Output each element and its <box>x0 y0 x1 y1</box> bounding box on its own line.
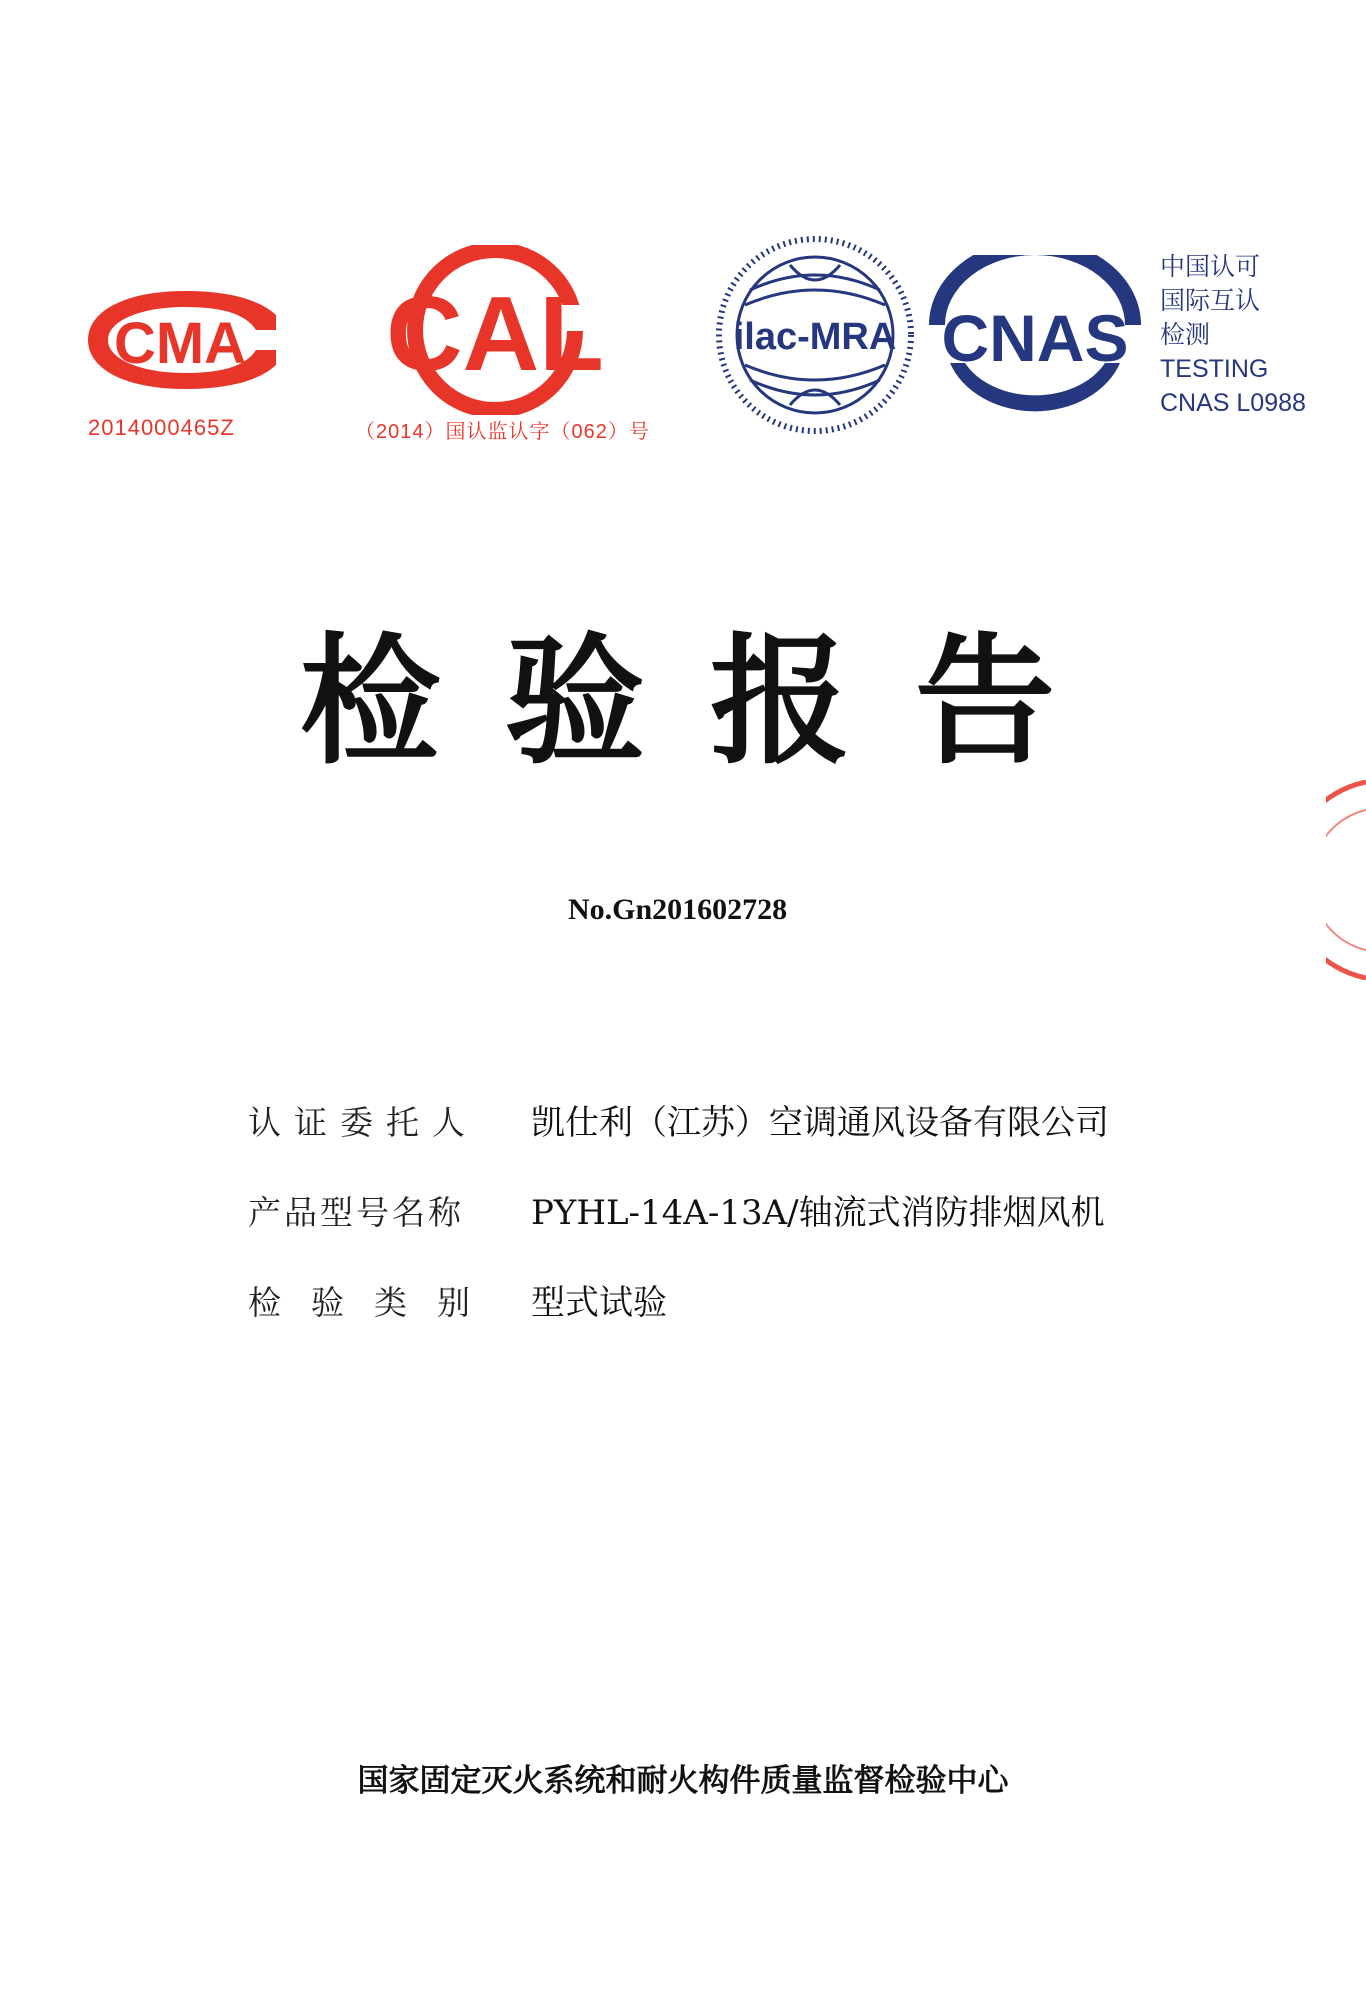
field-row-test-type <box>248 1275 667 1324</box>
svg-text:CNAS: CNAS <box>941 301 1129 375</box>
field-value-test-type: 型式试验 <box>531 1283 667 1323</box>
field-row-client <box>248 1095 1109 1144</box>
cnas-mark-icon <box>925 255 1145 425</box>
cnas-caption <box>1160 250 1306 420</box>
cnas-line-2: 国际互认 <box>1160 287 1261 315</box>
field-label-client: 认证委托人 <box>248 1103 478 1142</box>
ilac-globe-icon <box>715 235 915 435</box>
cal-logo <box>355 245 650 445</box>
cma-logo <box>80 285 290 445</box>
cal-code: （2014）国认监认字（062）号 <box>355 421 650 443</box>
cma-code: 2014000465Z <box>88 415 235 440</box>
document-title: 检验报告 <box>300 621 1121 784</box>
svg-text:ilac-MRA: ilac-MRA <box>733 316 897 358</box>
seal-stamp-icon <box>1326 780 1366 980</box>
svg-text:CAL: CAL <box>386 275 604 393</box>
cnas-line-4: TESTING <box>1160 355 1269 383</box>
cnas-line-3: 检测 <box>1160 321 1211 349</box>
issuing-organization: 国家固定灭火系统和耐火构件质量监督检验中心 <box>357 1763 1009 1799</box>
cal-mark-icon <box>355 245 635 415</box>
cnas-logo <box>925 255 1145 425</box>
field-row-product <box>248 1185 1105 1234</box>
cnas-line-5: CNAS L0988 <box>1160 389 1306 417</box>
ilac-mra-logo <box>715 235 915 435</box>
report-number: No.Gn201602728 <box>568 893 788 926</box>
field-label-test-type: 检验类别 <box>248 1283 500 1322</box>
field-value-product: PYHL-14A-13A/轴流式消防排烟风机 <box>531 1193 1105 1233</box>
cnas-line-1: 中国认可 <box>1160 253 1261 281</box>
field-label-product: 产品型号名称 <box>248 1193 464 1232</box>
field-value-client: 凯仕利（江苏）空调通风设备有限公司 <box>531 1103 1109 1143</box>
svg-text:CMA: CMA <box>113 311 247 376</box>
cma-mark-icon <box>80 285 290 395</box>
